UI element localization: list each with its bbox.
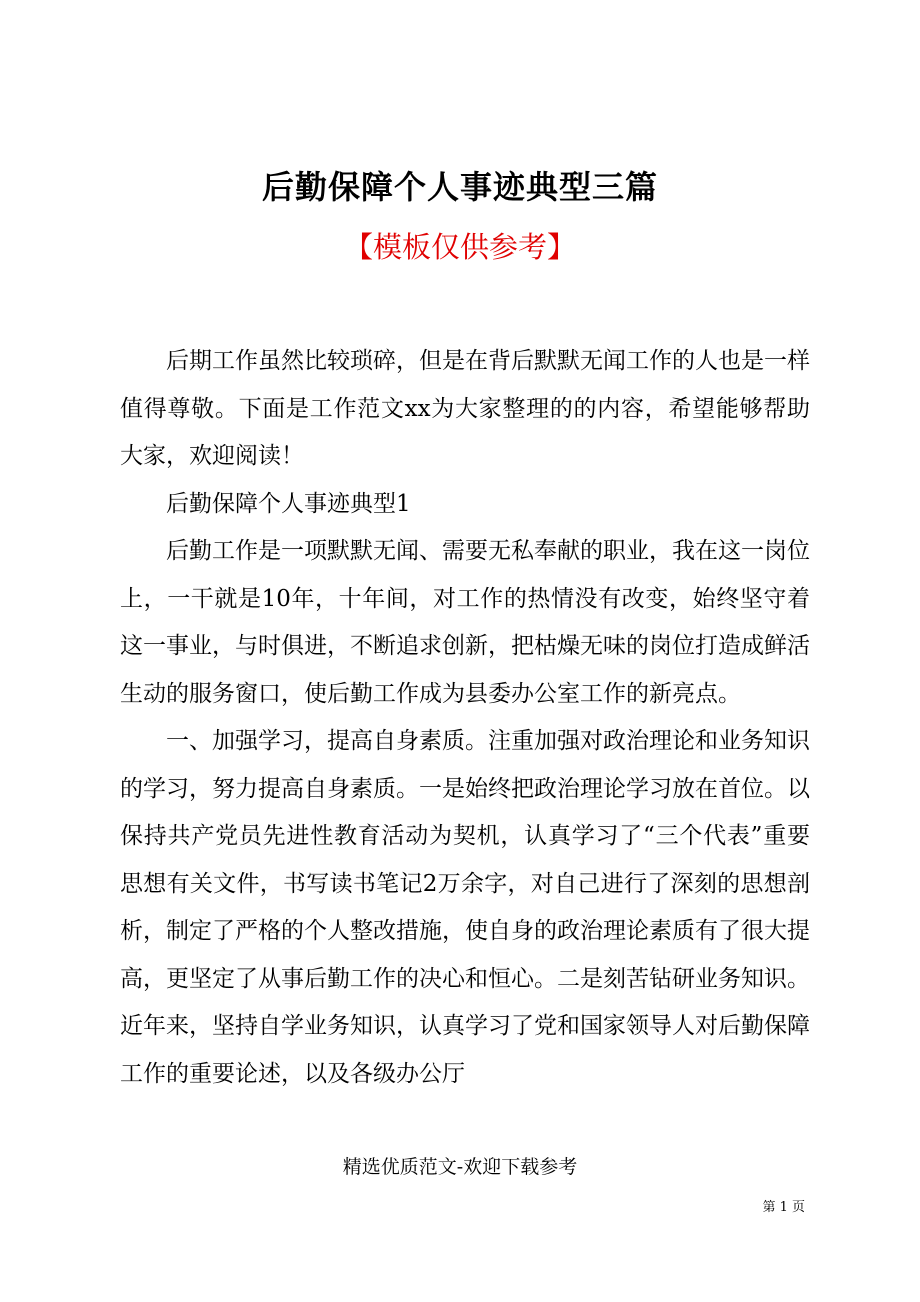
intro-paragraph: 后期工作虽然比较琐碎，但是在背后默默无闻工作的人也是一样值得尊敬。下面是工作范文xx为大家整理的的内容，希望能够帮助大家，欢迎阅读！ [120,348,810,469]
template-notice: 【模板仅供参考】 [343,230,576,264]
section-heading: 后勤保障个人事迹典型1 [166,490,411,517]
body-paragraph: 后勤工作是一项默默无闻、需要无私奉献的职业，我在这一岗位上，一干就是10年，十年间，对工作的热情没有改变，始终坚守着这一事业，与时俱进，不断追求创新，把枯燥无味的岗位打造成鲜活生动的服务窗口，使后勤工作成为县委办公室工作的新亮点。 [120,538,810,707]
document-body [120,338,810,1098]
body-paragraph: 一、加强学习，提高自身素质。注重加强对政治理论和业务知识的学习，努力提高自身素质。一是始终把政治理论学习放在首位。以保持共产党员先进性教育活动为契机，认真学习了“三个代表”重要思想有关文件，书写读书笔记2万余字，对自己进行了深刻的思想剖析，制定了严格的个人整改措施，使自身的政治理论素质有了很大提高，更坚定了从事后勤工作的决心和恒心。二是刻苦钻研业务知识。近年来，坚持自学业务知识，认真学习了党和国家领导人对后勤保障工作的重要论述，以及各级办公厅 [120,728,810,1087]
page-number: 第 1 页 [762,1200,805,1215]
page-footer: 精选优质范文-欢迎下载参考 [342,1156,578,1178]
document-title: 后勤保障个人事迹典型三篇 [261,168,658,206]
